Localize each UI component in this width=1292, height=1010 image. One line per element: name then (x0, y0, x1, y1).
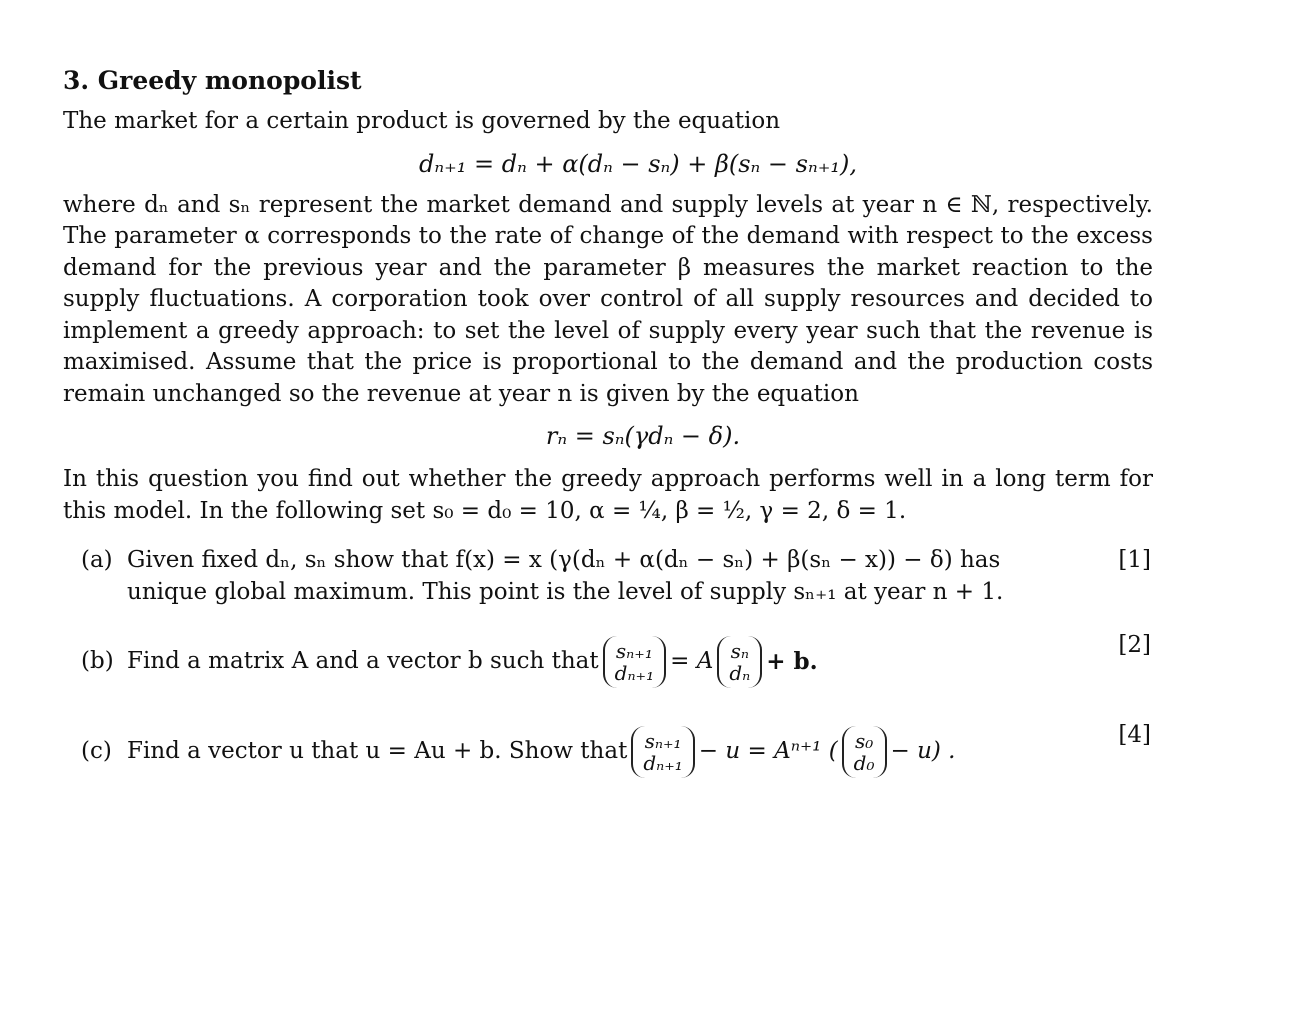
vector-entry: dₙ₊₁ (643, 751, 683, 775)
parameters-paragraph: In this question you find out whether the greedy approach performs well in a long term for this model. In the following set s₀ = d₀ = 10, α = ¼, β = ½, γ = 2, δ = 1. (63, 466, 1153, 524)
demand-equation: dₙ₊₁ = dₙ + α(dₙ − sₙ) + β(sₙ − sₙ₊₁), (419, 149, 857, 178)
part-b-row (127, 630, 1083, 694)
part-b (63, 630, 1153, 694)
revenue-equation: rₙ = sₙ(γdₙ − δ). (545, 422, 741, 450)
vector-entry: d₀ (853, 751, 875, 775)
part-b-text-after: + b. (766, 648, 818, 676)
vector-entry: dₙ (729, 661, 751, 685)
model-description-paragraph: where dₙ and sₙ represent the market demand and supply levels at year n ∈ ℕ, respectively. The parameter α corresponds to the rate of change of the demand with respect to the excess demand for the previous year and the parameter β measures the market reaction to the supply fluctuations. A corporation took over control of all supply resources and decided to implement a greedy approach: to set the level of supply every year such that the revenue is maximised. Assume that the price is proportional to the demand and the production costs remain unchanged so the revenue at year n is given by the equation (63, 191, 1153, 407)
vector-entry: sₙ₊₁ (615, 639, 653, 663)
part-c-middle: − u = Aⁿ⁺¹ ( (698, 738, 838, 765)
part-b-middle: = A (670, 648, 714, 675)
vector-entry: sₙ (730, 639, 749, 663)
vector-entry: dₙ₊₁ (614, 661, 655, 685)
part-c-label: (c) (81, 738, 112, 764)
part-c-lhs-vector (631, 726, 694, 778)
intro-paragraph: The market for a certain product is governed by the equation (63, 108, 781, 134)
part-c-rhs-vector (842, 726, 887, 778)
part-a (63, 545, 1153, 608)
part-c-marks: [4] (1118, 722, 1151, 748)
part-c-text-after: − u) . (890, 738, 956, 765)
part-b-label: (b) (81, 648, 114, 674)
part-a-text: Given fixed dₙ, sₙ show that f(x) = x (γ(dₙ + α(dₙ − sₙ) + β(sₙ − x)) − δ) has unique global maximum. This point is the level of supply sₙ₊₁ at year n + 1. (127, 547, 1004, 605)
part-a-marks: [1] (1118, 547, 1151, 573)
document-page (63, 62, 1153, 784)
part-b-text-before: Find a matrix A and a vector b such that (127, 648, 599, 675)
part-c (63, 720, 1153, 784)
question-parts (63, 545, 1153, 784)
vector-entry: s₀ (854, 729, 874, 753)
part-b-marks: [2] (1118, 632, 1151, 658)
part-b-lhs-vector (603, 636, 666, 688)
part-a-label: (a) (81, 547, 113, 573)
part-b-rhs-vector (717, 636, 762, 688)
part-c-row (127, 720, 1083, 784)
part-c-text-before: Find a vector u that u = Au + b. Show that (127, 738, 628, 765)
vector-entry: sₙ₊₁ (644, 729, 682, 753)
question-heading: 3. Greedy monopolist (63, 66, 362, 95)
